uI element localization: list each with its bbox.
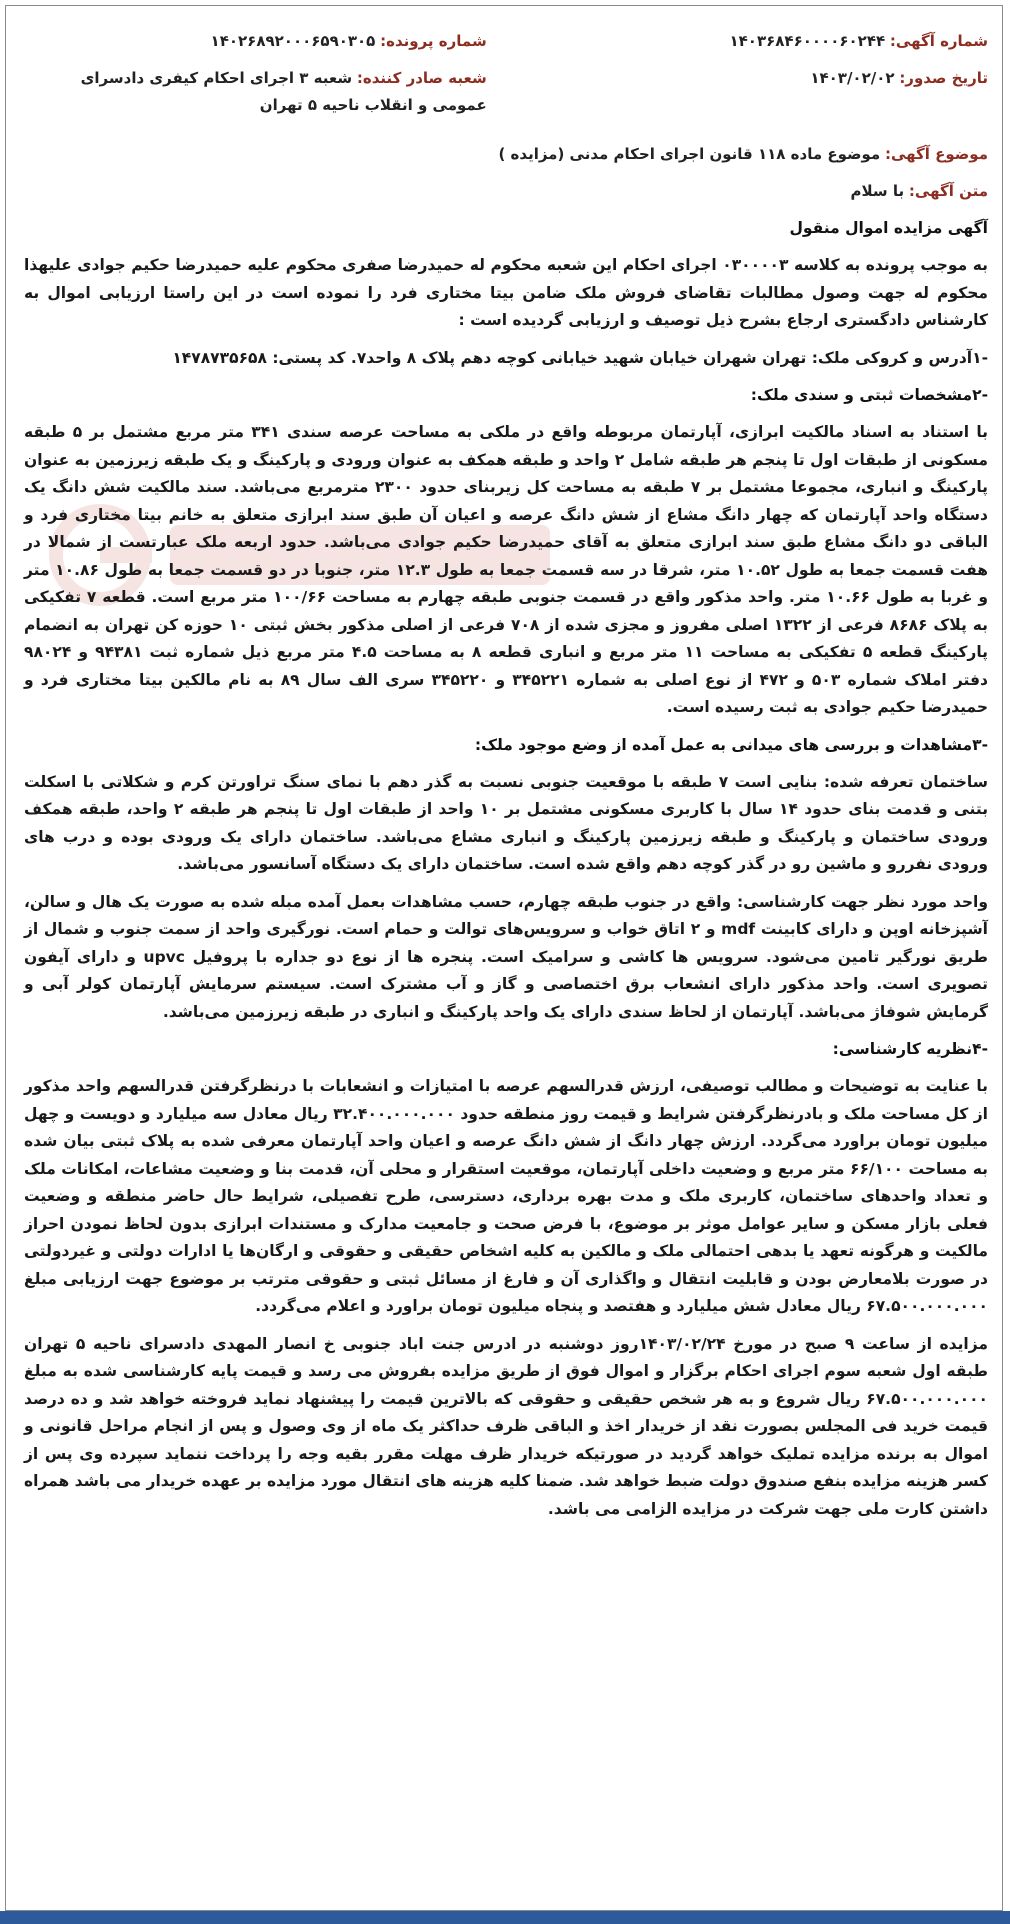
expert-opinion-paragraph: با عنایت به توضیحات و مطالب توصیفی، ارزش قدرالسهم عرصه با امتیازات و انشعابات با درنظرگرفتن قدرالسهم واحد مذکور از کل مساحت ملک و بادرنظرگرفتن شرایط و قیمت روز منطقه حدود ۳۲.۴۰۰.۰۰۰.۰۰۰ ریال معادل سه میلیارد و دویست و چهل میلیون تومان براورد می‌گردد. ارزش چهار دانگ از شش دانگ عرصه و اعیان واحد آپارتمان معرفی شده به پلاک ثبتی بیان شده به مساحت ۶۶/۱۰۰ متر مربع و وضعیت داخلی آپارتمان، موقعیت استقرار و محلی آن، قدمت بنا و وضعیت مشاعات، امکانات ملک و تعداد واحدهای ساختمان، کاربری ملک و مدت بهره برداری، دسترسی، طرح تفصیلی، شرایط حال حاضر منطقه و وضعیت فعلی بازار مسکن و سایر عوامل موثر بر موضوع، با فرض صحت و جامعیت مدارک و مستندات ابرازی بدون لحاظ نمودن احراز مالکیت و هرگونه تعهد یا بدهی احتمالی ملک و مالکین به کلیه اشخاص حقیقی و حقوقی و ارگان‌ها یا ادارات دولتی و غیردولتی در صورت بلامعارض بودن و قابلیت انتقال و واگذاری آن و فارغ از مسائل ثبتی و حقوقی مترتب بر موضوع جهت ارزیابی مبلغ ۶۷.۵۰۰.۰۰۰.۰۰۰ ریال معادل شش میلیارد و هفتصد و پنجاه میلیون تومان براورد و اعلام می‌گردد. (24, 1077, 988, 1315)
notice-subject-label: موضوع آگهی: (884, 145, 988, 163)
issuing-branch (24, 65, 487, 119)
meta-row-date-branch (24, 65, 988, 119)
case-number-label: شماره پرونده: (380, 32, 487, 50)
case-number-value: ۱۴۰۲۶۸۹۲۰۰۰۶۵۹۰۳۰۵ (210, 32, 376, 50)
registration-paragraph: با استناد به اسناد مالکیت ابرازی، آپارتمان مربوطه واقع در ملکی به مساحت عرصه سندی ۳۴۱ متر مربع مشتمل بر ۵ طبقه مسکونی از طبقات اول تا پنجم هر طبقه شامل ۲ واحد و طبقه همکف به عنوان ورودی و پارکینگ و یک طبقه زیرزمین به عنوان پارکینگ و انباری، مجموعا مشتمل بر ۷ طبقه به مساحت کل زیربنای حدود ۲۳۰۰ مترمربع می‌باشد. سند مالکیت شش دانگ یک دستگاه واحد آپارتمان که چهار دانگ مشاع از شش دانگ عرصه و اعیان آن طبق سند ابرازی متعلق به خانم بیتا مختاری فرد و الباقی دو دانگ مشاع طبق سند ابرازی متعلق به آقای حمیدرضا حکیم جوادی می‌باشد. حدود اربعه ملک عبارتست از شمالا در هفت قسمت جمعا به طول ۱۰.۵۲ متر، شرقا در سه قسمت جمعا به طول ۱۲.۳ متر، جنوبا در دو قسمت جمعا به طول ۱۰.۸۶ متر و غربا به طول ۱۰.۶۶ متر. واحد مذکور واقع در قسمت جنوبی طبقه چهارم به مساحت ۱۰۰/۶۶ متر مربع است. قطعه ۷ تفکیکی به پلاک ۸۶۸۶ فرعی از ۱۳۲۲ اصلی مفروز و مجزی شده از ۷۰۸ فرعی از اصلی مذکور بخش ثبتی ۱۰ حوزه کن تهران به انضمام پارکینگ قطعه ۵ تفکیکی به مساحت ۱۱ متر مربع و انباری قطعه ۸ به مساحت ۴.۵ متر مربع ذیل شماره ثبت ۹۴۳۸۱ و ۹۸۰۲۴ دفتر املاک شماره ۵۰۳ و ۴۷۲ از نوع اصلی به شماره ۳۴۵۲۲۱ و ۳۴۵۲۲۰ سری الف سال ۸۹ به نام مالکین بیتا مختاری فرد و حمیدرضا حکیم جوادی به ثبت رسیده است. (24, 423, 989, 716)
notice-text-label: متن آگهی: (908, 182, 988, 200)
building-paragraph: ساختمان تعرفه شده: بنایی است ۷ طبقه با موقعیت جنوبی نسبت به گذر دهم با نمای سنگ تراورتن کرم و شکلاتی با اسکلت بتنی و قدمت بنای حدود ۱۴ سال با کاربری مسکونی مشتمل بر ۱۰ واحد از طبقات اول تا پنجم هر طبقه ۲ واحد، طبقه همکف ورودی ساختمان و پارکینگ و طبقه زیرزمین پارکینگ و انباری مشاع می‌باشد. ساختمان دارای یک ورودی بوده و درب های ورودی نفررو و ماشین رو در گذر کوچه دهم واقع شده است. ساختمان دارای یک دستگاه آسانسور می‌باشد. (24, 772, 989, 873)
notice-subject-value: موضوع ماده ۱۱۸ قانون اجرای احکام مدنی (مزایده ) (498, 145, 881, 163)
notice-number-value: ۱۴۰۳۶۸۴۶۰۰۰۰۶۰۲۴۴ (729, 32, 886, 50)
notice-number-label: شماره آگهی: (889, 32, 988, 50)
intro-paragraph: به موجب پرونده به کلاسه ۰۳۰۰۰۰۳ اجرای احکام این شعبه محکوم له حمیدرضا صفری محکوم علیه حمیدرضا حکیم جوادی علیهذا محکوم له جهت وصول مطالبات تقاضای فروش ملک ضامن بیتا مختاری فرد را نموده است در این راستا ارزیابی اموال به کارشناس دادگستری ارجاع بشرح ذیل توصیف و ارزیابی گردیده است : (24, 256, 988, 329)
bottom-bar (0, 1911, 1010, 1924)
issuing-branch-label: شعبه صادر کننده: (356, 69, 487, 87)
issuing-branch-value: شعبه ۳ اجرای احکام کیفری دادسرای عمومی و انقلاب ناحیه ۵ تهران (80, 69, 487, 114)
observations-heading: -۳مشاهدات و بررسی های میدانی به عمل آمده از وضع موجود ملک: (474, 735, 988, 754)
issue-date-label: تاریخ صدور: (899, 69, 988, 87)
auction-paragraph: مزایده از ساعت ۹ صبح در مورخ ۱۴۰۳/۰۲/۲۴روز دوشنبه در ادرس جنت اباد جنوبی خ انصار المهدی دادسرای ناحیه ۵ تهران طبقه اول شعبه سوم اجرای احکام برگزار و اموال فوق از طریق مزایده بفروش می رسد و قیمت پایه کارشناسی شده به مبلغ ۶۷.۵۰۰.۰۰۰.۰۰۰ ریال شروع و به هر شخص حقیقی و حقوقی که بالاترین قیمت را پیشنهاد نماید فروخته خواهد شد و ده درصد قیمت خرید فی المجلس بصورت نقد از خریدار اخذ و الباقی ظرف حداکثر یک ماه از وی وصول و پس از انجام مراحل قانونی و اموال به برنده مزایده تملیک خواهد گردید در صورتیکه خریدار ظرف مهلت مقرر بقیه وجه را پرداخت ننماید سپرده وی پس از کسر هزینه مزایده بنفع صندوق دولت ضبط خواهد شد. ضمنا کلیه هزینه های انتقال مورد مزایده بر عهده خریدار می باشد همراه داشتن کارت ملی جهت شرکت در مزایده الزامی می باشد. (24, 1334, 988, 1518)
notice-content (24, 28, 988, 1533)
case-number (24, 28, 487, 55)
notice-number (525, 28, 988, 55)
registration-heading: -۲مشخصات ثبتی و سندی ملک: (750, 386, 988, 404)
expert-opinion-heading: -۴نظریه کارشناسی: (832, 1040, 988, 1058)
unit-paragraph: واحد مورد نظر جهت کارشناسی: واقع در جنوب طبقه چهارم، حسب مشاهدات بعمل آمده مبله شده به صورت یک هال و سالن، آشپزخانه اوپن و دارای کابینت mdf و ۲ اتاق خواب و سرویس‌های توالت و حمام است. نورگیری واحد از سمت جنوب و شمال از طریق نورگیر تامین می‌شود. سرویس ها کاشی و سرامیک است. پنجره ها از نوع دو جداره با پروفیل upvc و دارای آیفون تصویری است. واحد مذکور دارای انشعاب برق اختصاصی و گاز و آب مشترک است. سیستم سرمایش آپارتمان کولر آبی و گرمایش شوفاژ می‌باشد. آپارتمان از لحاظ سندی دارای یک واحد پارکینگ و انباری در طبقه زیرزمین می‌باشد. (24, 892, 988, 1021)
meta-row-numbers (24, 28, 988, 55)
notice-text (24, 178, 988, 205)
issue-date (525, 65, 988, 92)
notice-title: آگهی مزایده اموال منقول (789, 219, 988, 237)
notice-text-value: با سلام (850, 182, 905, 200)
notice-subject (24, 141, 988, 168)
address-section: -۱آدرس و کروکی ملک: تهران شهران خیابان شهید خیابانی کوچه دهم پلاک ۸ واحد۷. کد پستی: ۱۴۷۸۷۳۵۶۵۸ (172, 348, 988, 367)
issue-date-value: ۱۴۰۳/۰۲/۰۲ (810, 69, 895, 87)
